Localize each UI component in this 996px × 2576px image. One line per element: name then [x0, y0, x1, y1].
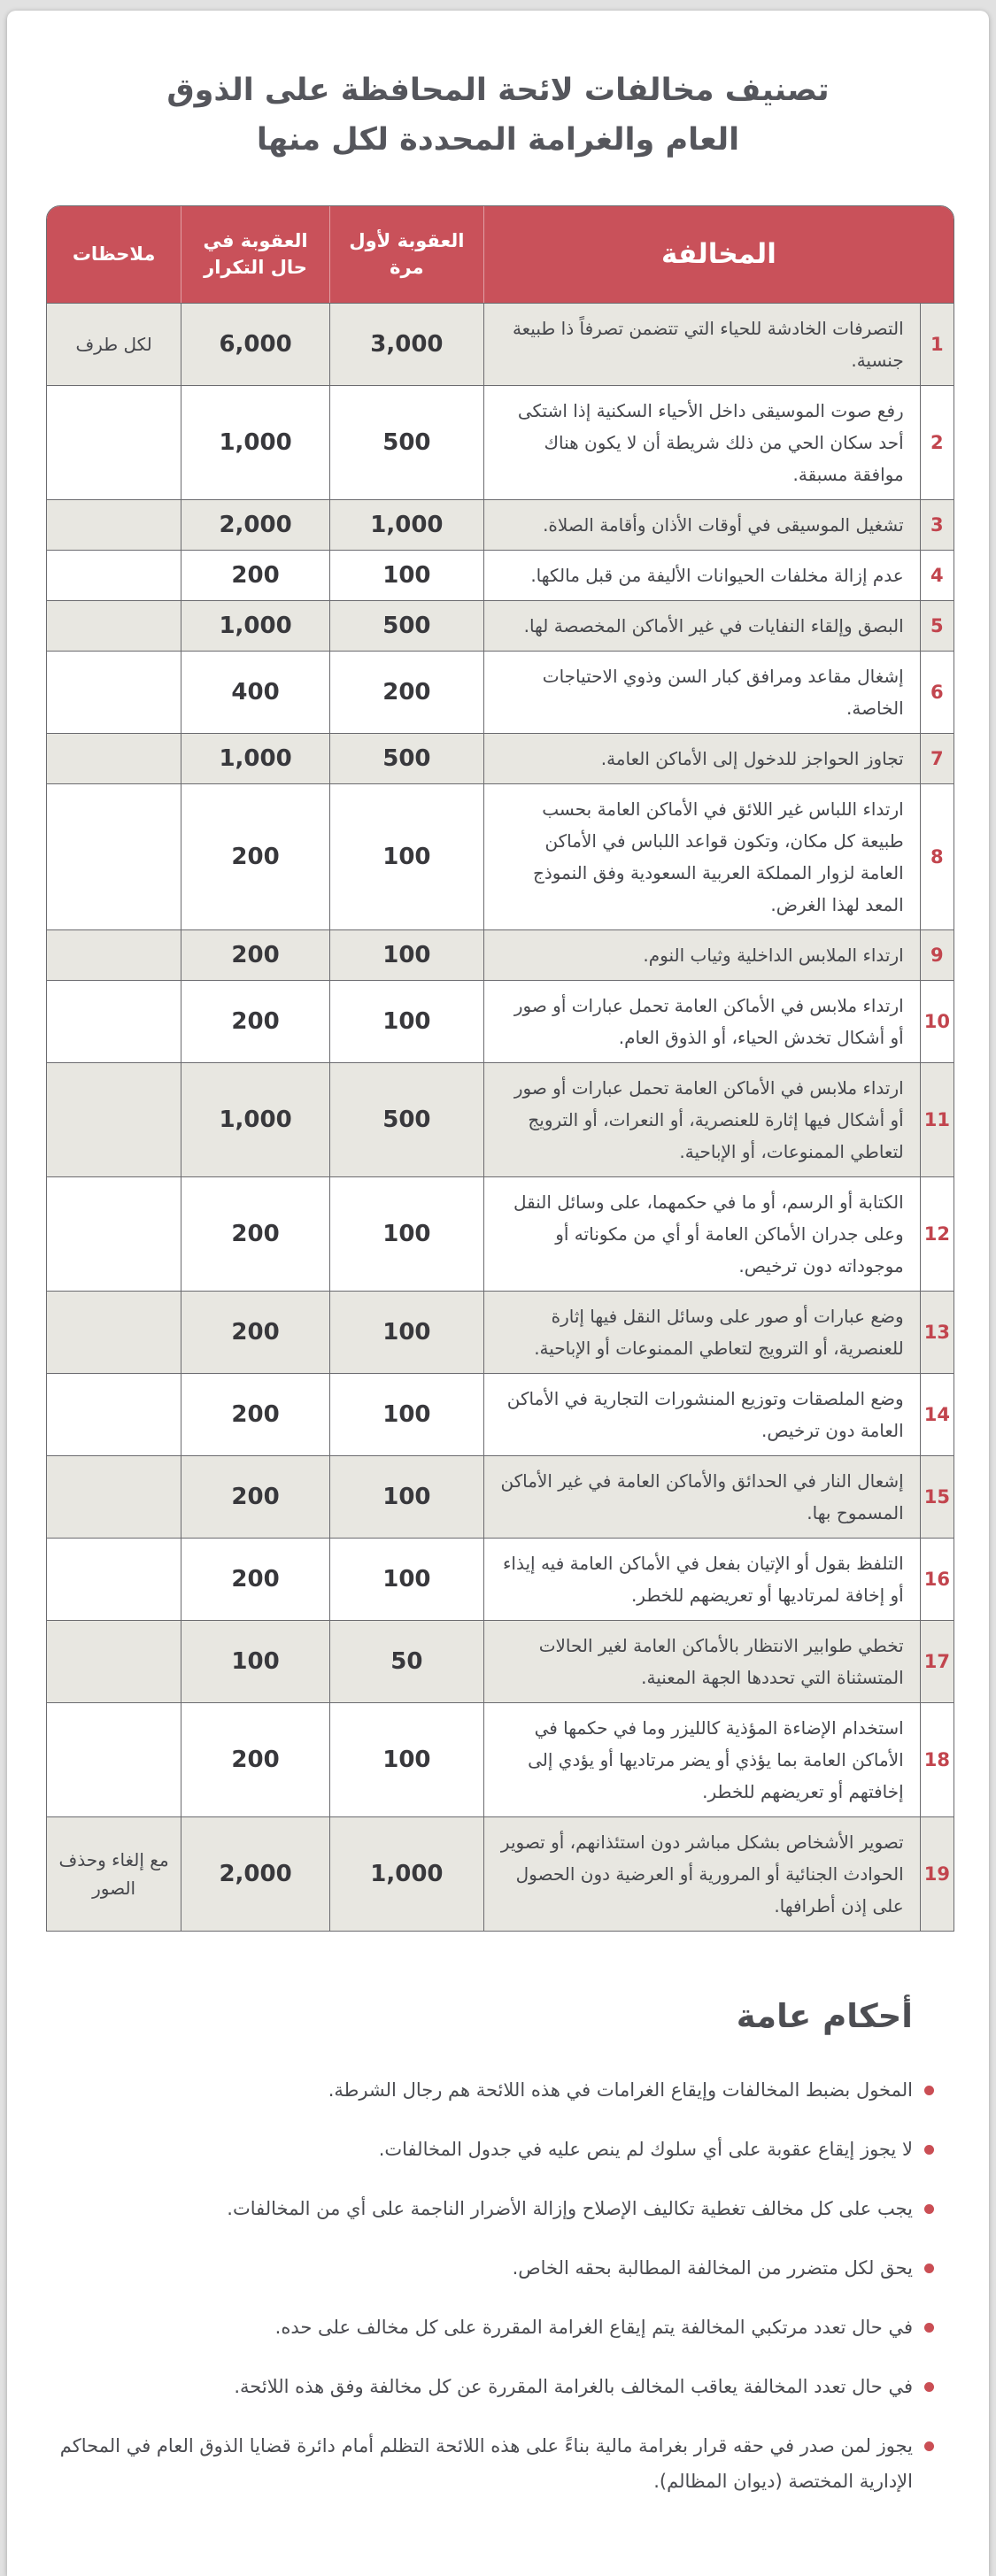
row-number: 19: [920, 1816, 954, 1931]
repeat-penalty-cell: 200: [181, 550, 329, 600]
first-penalty-cell: 200: [329, 651, 483, 733]
repeat-penalty-cell: 400: [181, 651, 329, 733]
first-penalty-cell: 100: [329, 1702, 483, 1816]
table-row: [47, 550, 954, 600]
violation-cell: إشغال مقاعد ومرافق كبار السن وذوي الاحتياجات الخاصة.: [483, 651, 920, 733]
notes-cell: [47, 499, 181, 550]
repeat-penalty-cell: 200: [181, 1702, 329, 1816]
general-provisions-heading: أحكام عامة: [736, 1996, 913, 2035]
row-number: 18: [920, 1702, 954, 1816]
repeat-penalty-cell: 1,000: [181, 385, 329, 499]
notes-cell: [47, 1620, 181, 1702]
first-penalty-cell: 1,000: [329, 1816, 483, 1931]
first-penalty-cell: 100: [329, 1538, 483, 1620]
notes-cell: [47, 1455, 181, 1538]
repeat-penalty-cell: 200: [181, 1176, 329, 1291]
repeat-penalty-cell: 200: [181, 980, 329, 1062]
violation-cell: التصرفات الخادشة للحياء التي تتضمن تصرفاً ذا طبيعة جنسية.: [483, 303, 920, 385]
notes-cell: [47, 733, 181, 783]
row-number: 8: [920, 783, 954, 929]
notes-cell: [47, 980, 181, 1062]
list-item-text: في حال تعدد المخالفة يعاقب المخالف بالغرامة المقررة عن كل مخالفة وفق هذه اللائحة.: [234, 2375, 913, 2397]
bullet-icon: [924, 2382, 934, 2392]
list-item: [42, 2191, 934, 2227]
table-row: [47, 385, 954, 499]
table-row: [47, 1373, 954, 1455]
first-penalty-cell: 100: [329, 550, 483, 600]
repeat-penalty-cell: 200: [181, 1291, 329, 1373]
list-item-text: في حال تعدد مرتكبي المخالفة يتم إيقاع الغرامة المقررة على كل مخالف على حده.: [274, 2316, 913, 2338]
table-header-row: [47, 206, 954, 303]
row-number: 11: [920, 1062, 954, 1176]
repeat-penalty-cell: 6,000: [181, 303, 329, 385]
first-penalty-cell: 500: [329, 1062, 483, 1176]
header-violation: المخالفة: [483, 206, 954, 303]
notes-cell: [47, 1176, 181, 1291]
first-penalty-cell: 100: [329, 1176, 483, 1291]
repeat-penalty-cell: 200: [181, 1373, 329, 1455]
notes-cell: [47, 1538, 181, 1620]
list-item-text: لا يجوز إيقاع عقوبة على أي سلوك لم ينص عليه في جدول المخالفات.: [378, 2138, 913, 2160]
violation-cell: الكتابة أو الرسم، أو ما في حكمهما، على وسائل النقل وعلى جدران الأماكن العامة أو أي من مكوناته أو موجوداته دون ترخيص.: [483, 1176, 920, 1291]
repeat-penalty-cell: 200: [181, 929, 329, 980]
list-item: [42, 2072, 934, 2109]
list-item: [42, 2369, 934, 2405]
first-penalty-cell: 100: [329, 783, 483, 929]
table-row: [47, 600, 954, 651]
notes-cell: [47, 600, 181, 651]
violation-cell: إشعال النار في الحدائق والأماكن العامة في غير الأماكن المسموح بها.: [483, 1455, 920, 1538]
bullet-icon: [924, 2323, 934, 2333]
bullet-icon: [924, 2441, 934, 2451]
table-row: [47, 1062, 954, 1176]
page-title: تصنيف مخالفات لائحة المحافظة على الذوق العام والغرامة المحددة لكل منها: [166, 73, 830, 158]
violations-table-container: [46, 205, 954, 1932]
row-number: 14: [920, 1373, 954, 1455]
first-penalty-cell: 100: [329, 980, 483, 1062]
repeat-penalty-cell: 1,000: [181, 1062, 329, 1176]
bullet-icon: [924, 2264, 934, 2273]
violation-cell: تشغيل الموسيقى في أوقات الأذان وأقامة الصلاة.: [483, 499, 920, 550]
repeat-penalty-cell: 2,000: [181, 1816, 329, 1931]
table-row: [47, 1816, 954, 1931]
bullet-icon: [924, 2145, 934, 2155]
table-row: [47, 783, 954, 929]
bullet-icon: [924, 2204, 934, 2214]
violation-cell: ارتداء الملابس الداخلية وثياب النوم.: [483, 929, 920, 980]
table-row: [47, 499, 954, 550]
first-penalty-cell: 100: [329, 929, 483, 980]
table-row: [47, 1538, 954, 1620]
row-number: 1: [920, 303, 954, 385]
table-row: [47, 1455, 954, 1538]
violation-cell: ارتداء ملابس في الأماكن العامة تحمل عبارات أو صور أو أشكال فيها إثارة للعنصرية، أو النعرات، أو الترويج لتعاطي الممنوعات، أو الإباحية.: [483, 1062, 920, 1176]
table-row: [47, 1702, 954, 1816]
violation-cell: البصق وإلقاء النفايات في غير الأماكن المخصصة لها.: [483, 600, 920, 651]
row-number: 12: [920, 1176, 954, 1291]
repeat-penalty-cell: 200: [181, 783, 329, 929]
table-row: [47, 1620, 954, 1702]
list-item-text: يجب على كل مخالف تغطية تكاليف الإصلاح وإزالة الأضرار الناجمة على أي من المخالفات.: [227, 2197, 913, 2219]
first-penalty-cell: 100: [329, 1373, 483, 1455]
list-item: [42, 2250, 934, 2287]
violation-cell: تجاوز الحواجز للدخول إلى الأماكن العامة.: [483, 733, 920, 783]
notes-cell: [47, 929, 181, 980]
first-penalty-cell: 500: [329, 385, 483, 499]
row-number: 2: [920, 385, 954, 499]
violation-cell: ارتداء ملابس في الأماكن العامة تحمل عبارات أو صور أو أشكال تخدش الحياء، أو الذوق العام.: [483, 980, 920, 1062]
notes-cell: [47, 1062, 181, 1176]
repeat-penalty-cell: 1,000: [181, 600, 329, 651]
first-penalty-cell: 100: [329, 1455, 483, 1538]
notes-cell: [47, 385, 181, 499]
row-number: 3: [920, 499, 954, 550]
notes-cell: [47, 1291, 181, 1373]
violation-cell: عدم إزالة مخلفات الحيوانات الأليفة من قبل مالكها.: [483, 550, 920, 600]
row-number: 6: [920, 651, 954, 733]
header-notes: ملاحظات: [47, 206, 181, 303]
repeat-penalty-cell: 200: [181, 1455, 329, 1538]
row-number: 4: [920, 550, 954, 600]
list-item: [42, 2310, 934, 2346]
header-first-penalty: العقوبة لأول مرة: [329, 206, 483, 303]
row-number: 17: [920, 1620, 954, 1702]
notes-cell: [47, 651, 181, 733]
table-row: [47, 929, 954, 980]
header-repeat-penalty: العقوبة في حال التكرار: [181, 206, 329, 303]
notes-cell: مع إلغاء وحذف الصور: [47, 1816, 181, 1931]
table-row: [47, 1176, 954, 1291]
violation-cell: التلفظ بقول أو الإتيان بفعل في الأماكن العامة فيه إيذاء أو إخافة لمرتاديها أو تعريضهم للخطر.: [483, 1538, 920, 1620]
table-row: [47, 733, 954, 783]
list-item-text: يجوز لمن صدر في حقه قرار بغرامة مالية بناءً على هذه اللائحة التظلم أمام دائرة قضايا الذوق العام في المحاكم الإدارية المختصة (ديوان المظالم).: [59, 2434, 913, 2493]
table-row: [47, 980, 954, 1062]
row-number: 15: [920, 1455, 954, 1538]
violation-cell: استخدام الإضاءة المؤذية كالليزر وما في حكمها في الأماكن العامة بما يؤذي أو يضر مرتاديها أو يؤدي إلى إخافتهم أو تعريضهم للخطر.: [483, 1702, 920, 1816]
table-row: [47, 1291, 954, 1373]
row-number: 16: [920, 1538, 954, 1620]
first-penalty-cell: 3,000: [329, 303, 483, 385]
general-provisions-list: [42, 2072, 934, 2501]
row-number: 13: [920, 1291, 954, 1373]
row-number: 5: [920, 600, 954, 651]
notes-cell: لكل طرف: [47, 303, 181, 385]
list-item-text: يحق لكل متضرر من المخالفة المطالبة بحقه الخاص.: [512, 2256, 913, 2279]
first-penalty-cell: 500: [329, 733, 483, 783]
notes-cell: [47, 1373, 181, 1455]
repeat-penalty-cell: 1,000: [181, 733, 329, 783]
document-card: [7, 11, 989, 2576]
table-row: [47, 651, 954, 733]
violation-cell: وضع الملصقات وتوزيع المنشورات التجارية في الأماكن العامة دون ترخيص.: [483, 1373, 920, 1455]
violation-cell: ارتداء اللباس غير اللائق في الأماكن العامة بحسب طبيعة كل مكان، وتكون قواعد اللباس في الأماكن العامة لزوار المملكة العربية السعودية وفق النموذج المعد لهذا الغرض.: [483, 783, 920, 929]
repeat-penalty-cell: 2,000: [181, 499, 329, 550]
first-penalty-cell: 500: [329, 600, 483, 651]
first-penalty-cell: 1,000: [329, 499, 483, 550]
list-item: [42, 2132, 934, 2168]
notes-cell: [47, 1702, 181, 1816]
notes-cell: [47, 783, 181, 929]
row-number: 9: [920, 929, 954, 980]
list-item-text: المخول بضبط المخالفات وإيقاع الغرامات في هذه اللائحة هم رجال الشرطة.: [328, 2079, 913, 2101]
list-item: [42, 2428, 934, 2501]
violations-table: [47, 206, 954, 1931]
notes-cell: [47, 550, 181, 600]
first-penalty-cell: 100: [329, 1291, 483, 1373]
repeat-penalty-cell: 200: [181, 1538, 329, 1620]
first-penalty-cell: 50: [329, 1620, 483, 1702]
row-number: 7: [920, 733, 954, 783]
violation-cell: رفع صوت الموسيقى داخل الأحياء السكنية إذا اشتكى أحد سكان الحي من ذلك شريطة أن لا يكون هناك موافقة مسبقة.: [483, 385, 920, 499]
general-provisions-section: [7, 1997, 989, 2501]
repeat-penalty-cell: 100: [181, 1620, 329, 1702]
violation-cell: تصوير الأشخاص بشكل مباشر دون استئذانهم، أو تصوير الحوادث الجنائية أو المرورية أو العرضية دون الحصول على إذن أطرافها.: [483, 1816, 920, 1931]
row-number: 10: [920, 980, 954, 1062]
bullet-icon: [924, 2086, 934, 2095]
table-row: [47, 303, 954, 385]
violation-cell: تخطي طوابير الانتظار بالأماكن العامة لغير الحالات المتسثناة التي تحددها الجهة المعنية.: [483, 1620, 920, 1702]
violation-cell: وضع عبارات أو صور على وسائل النقل فيها إثارة للعنصرية، أو الترويج لتعاطي الممنوعات أو الإباحية.: [483, 1291, 920, 1373]
